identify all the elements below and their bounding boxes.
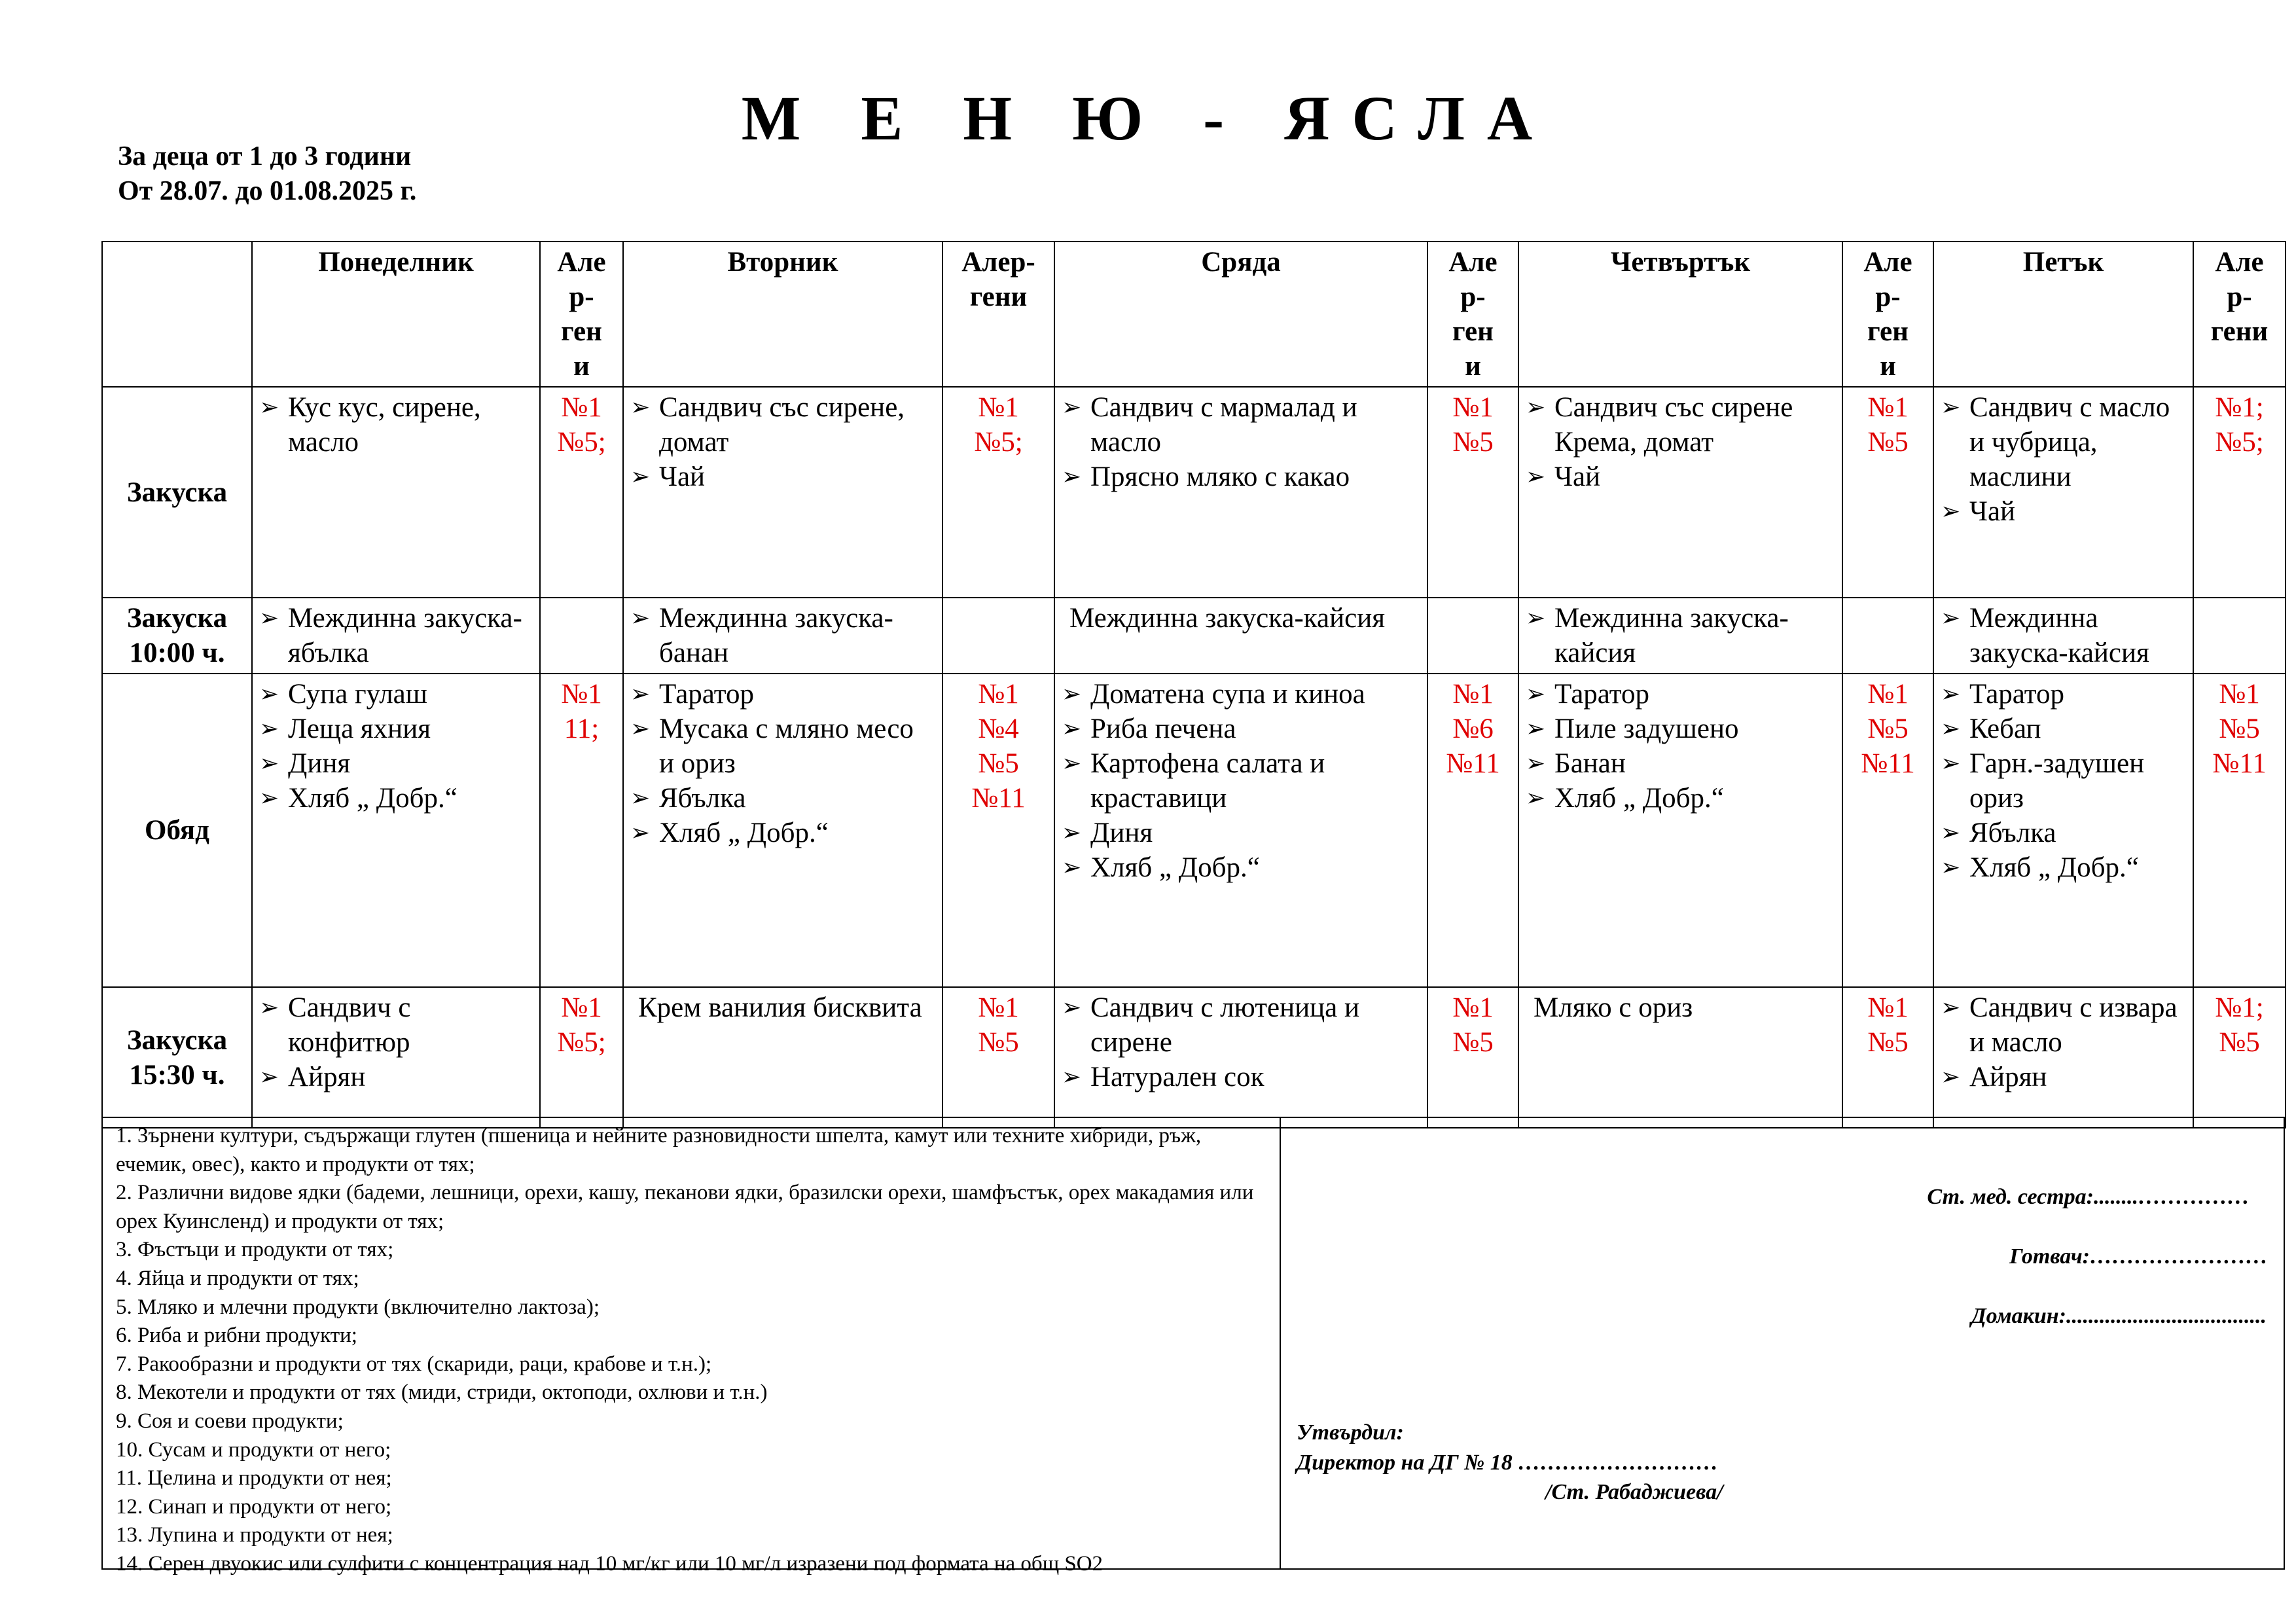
legend-item: 8. Мекотели и продукти от тях (миди, стриди, октоподи, охлюви и т.н.) [116, 1380, 768, 1405]
allergen-legend [103, 1118, 1281, 1576]
corner-cell [102, 242, 252, 387]
meal-label: Закуска 15:30 ч. [102, 987, 252, 1128]
allergens-cell [1842, 598, 1933, 674]
meal-cell [1518, 387, 1842, 598]
allergens-cell: №1; №5; [2193, 387, 2286, 598]
meal-item: ➢ Сандвич с мармалад и масло [1062, 390, 1420, 460]
allergens-cell: №1 №4 №5 №11 [942, 674, 1054, 987]
day-wednesday: Сряда [1054, 242, 1427, 387]
meal-items [1941, 990, 2186, 1094]
meal-items [630, 601, 935, 670]
meal-row [102, 674, 2286, 987]
meal-cell [1933, 387, 2193, 598]
meal-cell [1518, 987, 1842, 1128]
meal-item: ➢ Картофена салата и краставици [1062, 746, 1420, 816]
allergens-cell: №1 №6 №11 [1427, 674, 1518, 987]
day-thursday: Четвъртък [1518, 242, 1842, 387]
meal-items [1941, 601, 2186, 670]
meal-item: ➢ Чай [630, 460, 935, 494]
meal-cell [1518, 674, 1842, 987]
allergens-cell [2193, 598, 2286, 674]
legend-item: 2. Различни видове ядки (бадеми, лешници, орехи, кашу, пеканови ядки, бразилски орехи, шамфъстък, орех макадамия или орех Куинсленд) и продукти от тях; [116, 1181, 1259, 1233]
meal-row [102, 387, 2286, 598]
day-tuesday: Вторник [623, 242, 942, 387]
meal-cell [1933, 987, 2193, 1128]
meal-item: ➢ Ябълка [1941, 816, 2186, 850]
allergens-cell: №1 №5 [1427, 387, 1518, 598]
meal-item: ➢ Таратор [1941, 677, 2186, 712]
meal-cell [1054, 674, 1427, 987]
meal-item: ➢ Чай [1941, 494, 2186, 529]
allergens-cell: №1 №5 №11 [1842, 674, 1933, 987]
meal-item: ➢ Кебап [1941, 712, 2186, 746]
meal-item: ➢ Междинна закуска- кайсия [1526, 601, 1835, 670]
allergens-cell: №1 №5 [1842, 987, 1933, 1128]
allergens-cell: №1 №5; [942, 387, 1054, 598]
allergens-header: Але р- гени [2193, 242, 2286, 387]
allergens-cell: №1 №5 [1427, 987, 1518, 1128]
nurse-signature: Ст. мед. сестра:........…………… [1927, 1185, 2250, 1209]
day-friday: Петък [1933, 242, 2193, 387]
meal-cell [1933, 598, 2193, 674]
legend-item: 11. Целина и продукти от нея; [116, 1466, 392, 1490]
meal-cell [252, 387, 540, 598]
meal-item: ➢ Айрян [259, 1060, 533, 1094]
meal-items [259, 677, 533, 816]
meal-cell [623, 598, 942, 674]
meal-cell [623, 674, 942, 987]
meal-label: Обяд [102, 674, 252, 987]
meal-item: ➢ Хляб „ Добр.“ [259, 781, 533, 816]
meal-item: ➢ Сандвич с лютеница и сирене [1062, 990, 1420, 1060]
meal-item: ➢ Кус кус, сирене, масло [259, 390, 533, 460]
legend-item: 7. Ракообразни и продукти от тях (скариди, раци, крабове и т.н.); [116, 1352, 712, 1376]
meal-cell [623, 387, 942, 598]
allergens-cell [942, 598, 1054, 674]
meal-item: ➢ Сандвич с масло и чубрица, маслини [1941, 390, 2186, 494]
menu-period: От 28.07. до 01.08.2025 г. [118, 176, 417, 206]
meal-items [259, 990, 533, 1094]
legend-item: 13. Лупина и продукти от нея; [116, 1523, 393, 1547]
allergens-header: Алер- гени [942, 242, 1054, 387]
meal-items [1062, 990, 1420, 1094]
meal-items [1941, 677, 2186, 885]
meal-items [259, 601, 533, 670]
meal-item: ➢ Таратор [1526, 677, 1835, 712]
header-row [102, 242, 2286, 387]
meal-text: Междинна закуска-кайсия [1069, 603, 1386, 634]
meal-cell [252, 674, 540, 987]
legend-item: 4. Яйца и продукти от тях; [116, 1266, 359, 1290]
meal-cell [1054, 987, 1427, 1128]
allergens-header: Але р- ген и [1427, 242, 1518, 387]
meal-row [102, 987, 2286, 1128]
meal-items [630, 390, 935, 494]
meal-row [102, 598, 2286, 674]
meal-item: ➢ Банан [1526, 746, 1835, 781]
meal-item: ➢ Леща яхния [259, 712, 533, 746]
housekeeper-signature: Домакин:.................................... [1971, 1304, 2267, 1328]
allergens-header: Але р- ген и [1842, 242, 1933, 387]
meal-items [259, 390, 533, 460]
meal-cell [1518, 598, 1842, 674]
legend-item: 1. Зърнени култури, съдържащи глутен (пшеница и нейните разновидности шпелта, камут или техните хибриди, ръж, ечемик, овес), както и продукти от тях; [116, 1124, 1207, 1176]
meal-items [1941, 390, 2186, 529]
approved-label: Утвърдил: [1297, 1420, 1404, 1445]
meal-item: ➢ Хляб „ Добр.“ [1526, 781, 1835, 816]
meal-items [1062, 390, 1420, 494]
allergens-cell: №1 11; [540, 674, 623, 987]
meal-item: ➢ Таратор [630, 677, 935, 712]
allergens-cell [540, 598, 623, 674]
meal-item: ➢ Хляб „ Добр.“ [1062, 850, 1420, 885]
meal-cell [1054, 598, 1427, 674]
meal-items [1526, 390, 1835, 494]
meal-item: ➢ Диня [259, 746, 533, 781]
day-monday: Понеделник [252, 242, 540, 387]
meal-item: ➢ Ябълка [630, 781, 935, 816]
allergens-cell: №1; №5 [2193, 987, 2286, 1128]
meal-item: ➢ Диня [1062, 816, 1420, 850]
meal-label: Закуска 10:00 ч. [102, 598, 252, 674]
allergens-cell: №1 №5 №11 [2193, 674, 2286, 987]
legend-item: 9. Соя и соеви продукти; [116, 1409, 344, 1433]
meal-item: ➢ Сандвич със сирене, домат [630, 390, 935, 460]
meal-label: Закуска [102, 387, 252, 598]
meal-item: ➢ Хляб „ Добр.“ [630, 816, 935, 850]
director-name: /Ст. Рабаджиева/ [1545, 1480, 1723, 1504]
meal-item: ➢ Риба печена [1062, 712, 1420, 746]
meal-items [1062, 677, 1420, 885]
footer-block [101, 1117, 2285, 1576]
meal-items [630, 677, 935, 850]
meal-item: ➢ Сандвич с конфитюр [259, 990, 533, 1060]
allergens-cell: №1 №5; [540, 987, 623, 1128]
meal-item: ➢ Доматена супа и киноа [1062, 677, 1420, 712]
age-group: За деца от 1 до 3 години [118, 141, 412, 171]
meal-cell [623, 987, 942, 1128]
meal-cell [252, 987, 540, 1128]
allergens-cell: №1 №5; [540, 387, 623, 598]
legend-item: 3. Фъстъци и продукти от тях; [116, 1238, 394, 1262]
meal-item: ➢ Междинна закуска- ябълка [259, 601, 533, 670]
legend-item: 12. Синап и продукти от него; [116, 1494, 392, 1519]
meal-text: Крем ванилия бисквита [638, 992, 922, 1023]
page-title: М Е Н Ю - ЯСЛА [741, 83, 1555, 153]
legend-item: 6. Риба и рибни продукти; [116, 1324, 357, 1348]
meal-item: ➢ Междинна закуска- банан [630, 601, 935, 670]
meal-item: ➢ Хляб „ Добр.“ [1941, 850, 2186, 885]
meal-cell [252, 598, 540, 674]
legend-item: 5. Мляко и млечни продукти (включително лактоза); [116, 1295, 600, 1319]
allergens-cell: №1 №5 [1842, 387, 1933, 598]
meal-item: ➢ Гарн.-задушен ориз [1941, 746, 2186, 816]
meal-item: ➢ Айрян [1941, 1060, 2186, 1094]
allergens-cell: №1 №5 [942, 987, 1054, 1128]
meal-item: ➢ Супа гулаш [259, 677, 533, 712]
meal-text: Мляко с ориз [1534, 992, 1693, 1023]
meal-item: ➢ Мусака с мляно месо и ориз [630, 712, 935, 781]
meal-item: ➢ Междинна закуска-кайсия [1941, 601, 2186, 670]
meal-item: ➢ Натурален сок [1062, 1060, 1420, 1094]
meal-item: ➢ Чай [1526, 460, 1835, 494]
allergens-cell [1427, 598, 1518, 674]
director-signature: Директор на ДГ № 18 ……………………… [1297, 1451, 1719, 1475]
cook-signature: Готвач:…………………… [2009, 1244, 2268, 1269]
meal-items [1526, 677, 1835, 816]
meal-item: ➢ Сандвич с извара и масло [1941, 990, 2186, 1060]
meal-item: ➢ Прясно мляко с какао [1062, 460, 1420, 494]
legend-item: 10. Сусам и продукти от него; [116, 1437, 391, 1462]
meal-cell [1054, 387, 1427, 598]
meal-items [1526, 601, 1835, 670]
meal-item: ➢ Сандвич със сирене Крема, домат [1526, 390, 1835, 460]
menu-table [101, 241, 2286, 1128]
meal-item: ➢ Пиле задушено [1526, 712, 1835, 746]
meal-cell [1933, 674, 2193, 987]
allergens-header: Але р- ген и [540, 242, 623, 387]
legend-item: 14. Серен двуокис или сулфити с концентрация над 10 мг/кг или 10 мг/л изразени под формата на общ SO2 [116, 1551, 1103, 1576]
